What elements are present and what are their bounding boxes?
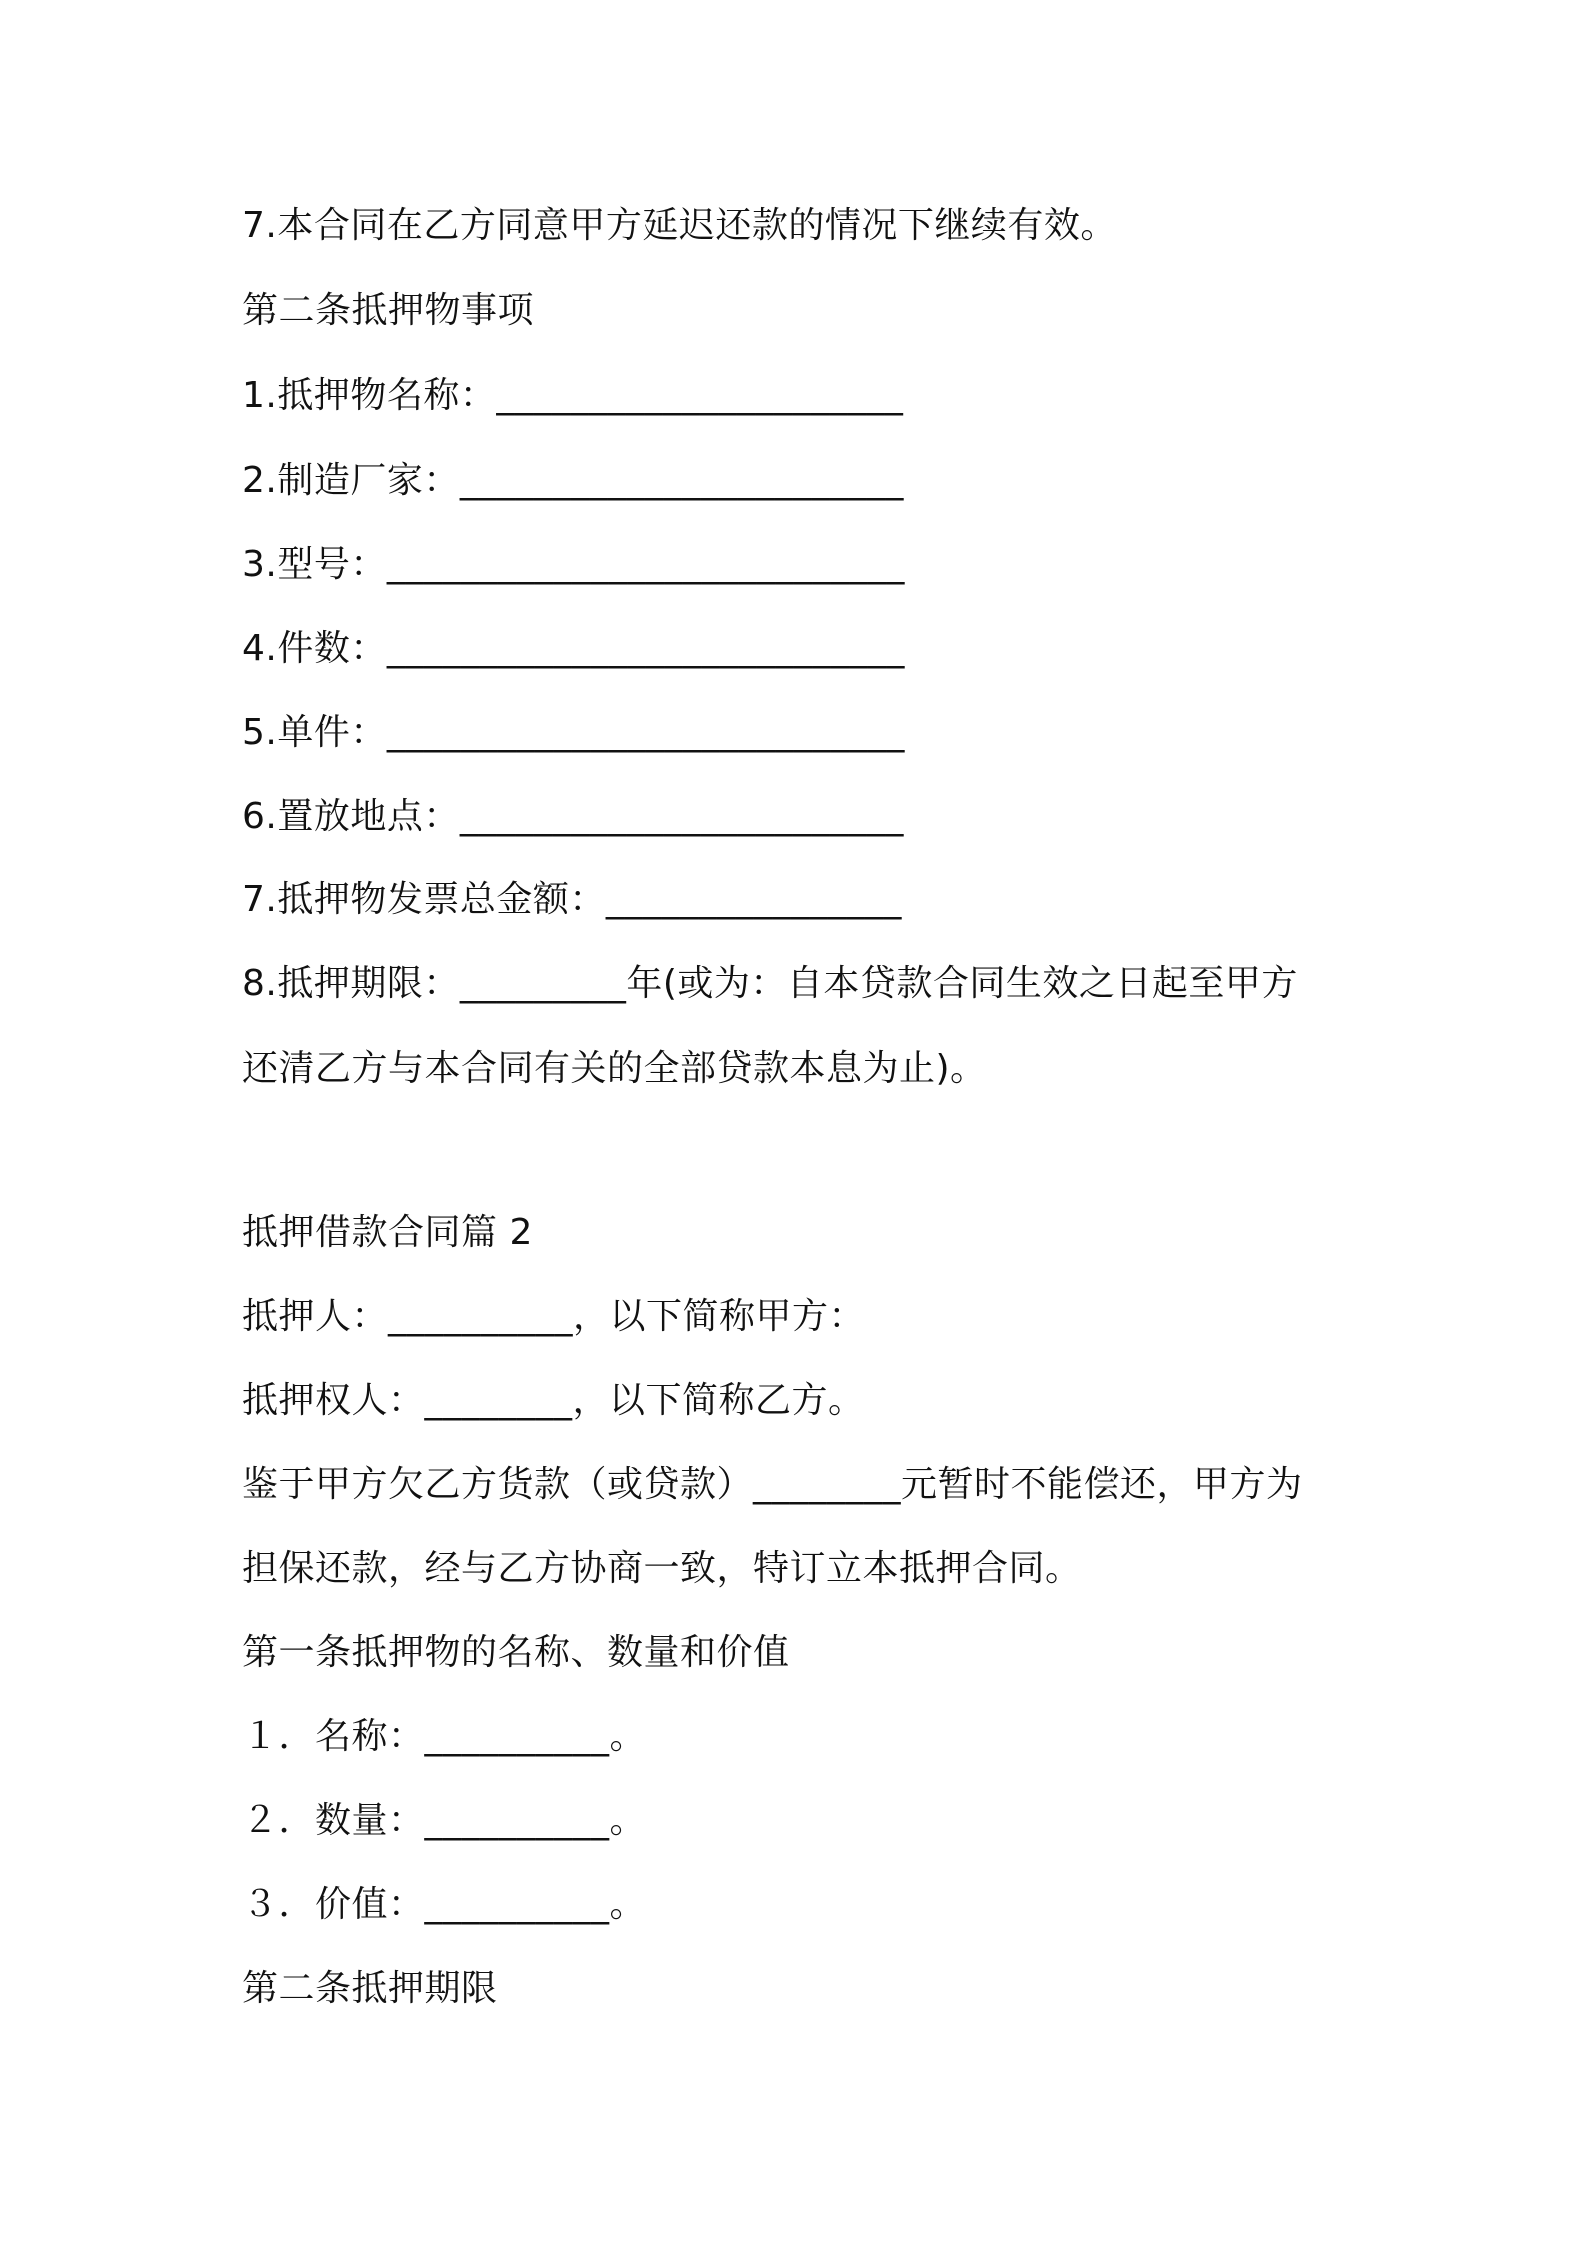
mortgagee-line: 抵押权人：________，以下简称乙方。: [242, 1380, 865, 1421]
article-2-title: 第二条抵押物事项: [242, 290, 535, 331]
preamble-line-2: 担保还款，经与乙方协商一致，特订立本抵押合同。: [242, 1548, 1082, 1589]
preamble-line-1: 鉴于甲方欠乙方货款（或贷款）________元暂时不能偿还，甲方为: [242, 1464, 1303, 1505]
item-quantity: 4.件数：____________________________: [242, 628, 905, 669]
item-unit: 5.单件：____________________________: [242, 712, 905, 753]
clause-7: 7.本合同在乙方同意甲方延迟还款的情况下继续有效。: [242, 205, 1117, 246]
section-2-title: 抵押借款合同篇 2: [242, 1212, 533, 1253]
mortgagor-line: 抵押人：__________，以下简称甲方：: [242, 1296, 866, 1337]
item-model: 3.型号：____________________________: [242, 544, 905, 585]
article-1-item-value: ３．价值：__________。: [242, 1884, 647, 1925]
article-1-title: 第一条抵押物的名称、数量和价值: [242, 1632, 790, 1673]
item-invoice-total: 7.抵押物发票总金额：________________: [242, 879, 902, 920]
item-term-continued: 还清乙方与本合同有关的全部贷款本息为止)。: [242, 1048, 987, 1089]
item-collateral-name: 1.抵押物名称：______________________: [242, 375, 904, 416]
article-1-item-name: １．名称：__________。: [242, 1716, 647, 1757]
article-1-item-quantity: ２．数量：__________。: [242, 1800, 647, 1841]
item-term: 8.抵押期限：_________年(或为：自本贷款合同生效之日起至甲方: [242, 963, 1298, 1004]
item-manufacturer: 2.制造厂家：________________________: [242, 460, 904, 501]
article-2-term-title: 第二条抵押期限: [242, 1968, 498, 2009]
item-location: 6.置放地点：________________________: [242, 796, 904, 837]
